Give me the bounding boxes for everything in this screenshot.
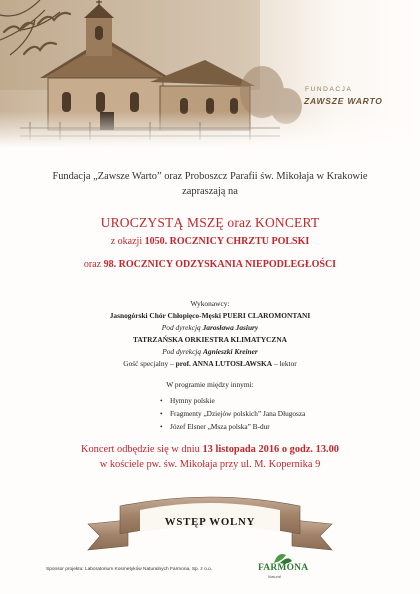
- orchestra-director-line: [0, 347, 420, 356]
- bullet-icon: •: [160, 396, 163, 405]
- orchestra-director-prefix: Pod dyrekcją: [162, 347, 202, 356]
- farmona-tagline: Natural: [268, 574, 281, 579]
- program-list: [160, 394, 305, 433]
- guest-name: prof. ANNA LUTOSŁAWSKA: [175, 359, 273, 368]
- sponsor-note: Sponsor projektu: Laboratorium Kosmetyków Naturalnych Farmona, Sp. z o.o.: [46, 567, 213, 572]
- guest-line: [0, 359, 420, 368]
- orchestra-director-name: Agnieszki Kreiner: [202, 347, 258, 356]
- intro-line-1: Fundacja „Zawsze Warto” oraz Proboszcz Parafii św. Mikołaja w Krakowie: [52, 171, 368, 182]
- performers-heading: Wykonawcy:: [190, 299, 230, 308]
- program-item-text: Józef Elsner „Msza polska” B-dur: [170, 422, 270, 431]
- program-heading: W programie między innymi:: [166, 380, 254, 389]
- choir-director-prefix: Pod dyrekcją: [161, 323, 201, 332]
- choir-name: Jasnogórski Chór Chłopięco-Męski PUERI CLAROMONTANI: [109, 311, 311, 320]
- performer-orchestra: [0, 335, 420, 344]
- program-item-text: Hymny polskie: [170, 396, 215, 405]
- occasion-line-2: [0, 259, 420, 270]
- list-item: [160, 420, 305, 433]
- free-entry-label: WSTĘP WOLNY: [164, 516, 256, 528]
- bullet-icon: •: [160, 409, 163, 418]
- farmona-brand: FARMONA: [258, 563, 309, 573]
- list-item: [160, 407, 305, 420]
- concert-location: w kościele pw. św. Mikołaja przy ul. M. Kopernika 9: [99, 459, 321, 470]
- event-title: UROCZYSTĄ MSZĘ oraz KONCERT: [100, 215, 320, 230]
- foundation-name: ZAWSZE WARTO: [304, 96, 383, 106]
- occasion-2-prefix: oraz: [83, 259, 102, 270]
- guest-suffix: – lektor: [273, 359, 297, 368]
- occasion-2-text: 98. ROCZNICY ODZYSKANIA NIEPODLEGŁOŚCI: [103, 259, 337, 270]
- occasion-1-text: 1050. ROCZNICY CHRZTU POLSKI: [144, 236, 310, 247]
- foundation-logo: [0, 0, 90, 100]
- occasion-1-prefix: z okazji: [110, 236, 143, 247]
- bullet-icon: •: [160, 422, 163, 431]
- choir-director-name: Jarosława Jasiury: [202, 323, 259, 332]
- performer-choir: [0, 311, 420, 320]
- intro-line-2: zapraszają na: [182, 186, 238, 197]
- occasion-line-1: [0, 236, 420, 247]
- concert-date-line: [0, 444, 420, 455]
- choir-director-line: [0, 323, 420, 332]
- concert-date: 13 listopada 2016 o godz. 13.00: [202, 444, 340, 455]
- guest-prefix: Gość specjalny –: [123, 359, 174, 368]
- foundation-label: FUNDACJA: [305, 86, 353, 93]
- list-item: [160, 394, 305, 407]
- orchestra-name: TATRZAŃSKA ORKIESTRA KLIMATYCZNA: [133, 335, 287, 344]
- program-item-text: Fragmenty „Dziejów polskich” Jana Długosza: [170, 409, 306, 418]
- concert-date-prefix: Koncert odbędzie się w dniu: [80, 444, 200, 455]
- church-illustration-header: [0, 0, 420, 148]
